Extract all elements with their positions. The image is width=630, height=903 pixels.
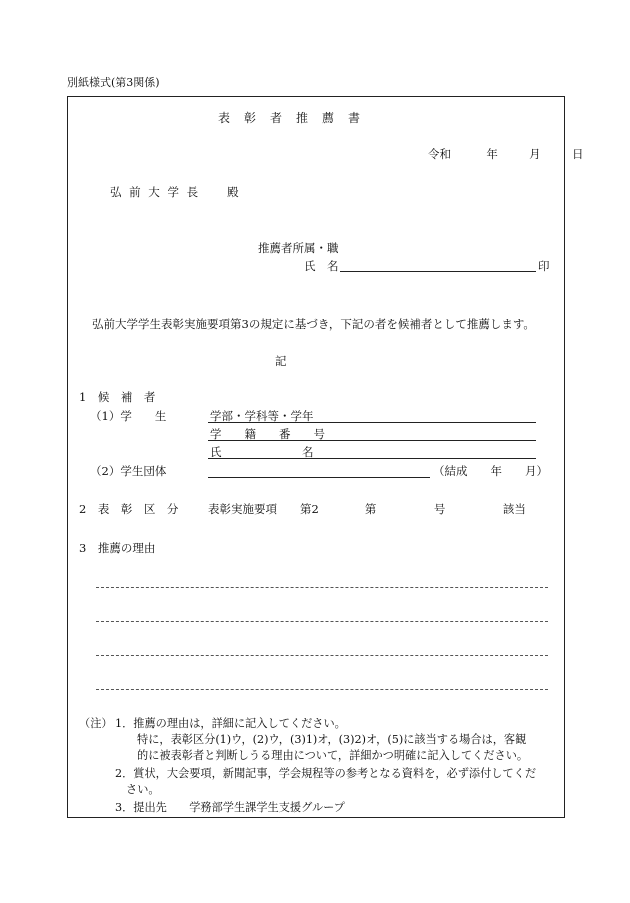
reason-line[interactable] (96, 655, 548, 656)
field-faculty: 学部・学科等・学年 (210, 409, 314, 423)
section1-heading: 1 候 補 者 (79, 390, 156, 404)
reason-line[interactable] (96, 689, 548, 690)
field-name-line[interactable] (208, 445, 536, 459)
section2-heading: 2 表 彰 区 分 (79, 502, 179, 516)
form-title: 表 彰 者 推 薦 書 (218, 111, 362, 125)
group-name-line[interactable] (208, 464, 430, 478)
recommender-affiliation-label: 推薦者所属・職 (258, 241, 339, 255)
note-1-detail: 特に，表彰区分(1)ウ，(2)ウ，(3)1)オ，(3)2)オ，(5)に該当する場合は，客観 (137, 733, 527, 746)
date-line (428, 146, 583, 162)
group-label: （2）学生団体 (90, 464, 167, 478)
reason-line[interactable] (96, 587, 548, 588)
date-era: 令和 (428, 147, 451, 161)
field-faculty-line[interactable] (208, 409, 536, 423)
reason-line[interactable] (96, 621, 548, 622)
field-student-id-line[interactable] (208, 427, 536, 441)
field-student-id: 学 籍 番 号 (210, 427, 325, 441)
award-category-text: 表彰実施要項 第2 第 号 該当 (208, 502, 526, 516)
ki-label: 記 (275, 354, 287, 368)
date-year: 年 (486, 147, 498, 161)
field-name: 氏 名 (210, 445, 314, 459)
group-formed: （結成 年 月） (433, 464, 548, 478)
recommender-name-label: 氏 名 (304, 259, 339, 273)
student-label: （1）学 生 (90, 409, 167, 423)
note-2: 2．賞状，大会要項，新聞記事，学会規程等の参考となる資料を，必ず添付してくだ (115, 767, 537, 780)
note-3: 3．提出先 学務部学生課学生支援グループ (115, 801, 345, 814)
form-label: 別紙様式(第3関係) (67, 76, 160, 89)
seal-mark: 印 (538, 259, 550, 273)
date-month: 月 (529, 147, 541, 161)
note-2-cont: さい。 (126, 783, 160, 796)
section3-heading: 3 推薦の理由 (79, 541, 156, 555)
recommender-name-line[interactable] (340, 258, 536, 272)
note-1-detail-cont: 的に被表彰者と判断しうる理由について，詳細かつ明確に記入してください。 (137, 749, 529, 762)
addressee: 弘 前 大 学 長 殿 (110, 185, 241, 199)
note-1: 1．推薦の理由は，詳細に記入してください。 (115, 717, 346, 730)
notes-label: （注） (79, 717, 113, 730)
recommendation-statement: 弘前大学学生表彰実施要項第3の規定に基づき，下記の者を候補者として推薦します。 (92, 317, 535, 331)
date-day: 日 (571, 147, 584, 161)
